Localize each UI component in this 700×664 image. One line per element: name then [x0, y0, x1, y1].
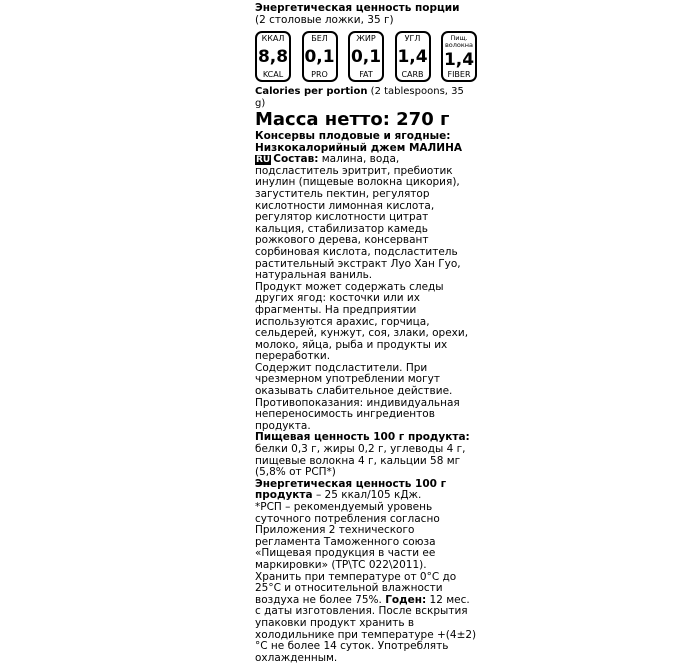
tile-bottom: CARB [401, 70, 424, 79]
energy-100g [255, 479, 477, 502]
tile-value: 0,1 [350, 47, 382, 67]
tile-top: Пищ. волокна [444, 34, 474, 49]
tile-fiber [441, 31, 477, 82]
contraindications: Противопоказания: индивидуальная непереносимость ингредиентов продукта. [255, 396, 460, 432]
calories-english-label: Calories per portion [255, 86, 368, 97]
shelf-life-label: Годен: [385, 593, 427, 606]
net-weight: Масса нетто: 270 г [255, 109, 450, 130]
tile-kcal [255, 31, 291, 82]
energy-subtitle: (2 столовые ложки, 35 г) [255, 14, 394, 26]
energy-title: Энергетическая ценность порции [255, 2, 460, 14]
energy-100g-text: – 25 ккал/105 кДж. [312, 489, 422, 502]
tile-protein [302, 31, 338, 82]
energy-100g-label: Энергетическая ценность 100 г продукта [255, 477, 447, 502]
tile-bottom: FAT [359, 70, 373, 79]
rsp-note: *РСП – рекомендуемый уровень суточного потребления согласно Приложения 2 технического регламента Таможенного союза «Пищевая продукция в части ее маркировки» (ТР\ТС 022\2011). [255, 501, 440, 571]
nutrition-100g-label: Пищевая ценность 100 г продукта: [255, 431, 470, 444]
tile-bottom: FIBER [447, 70, 471, 79]
tile-top: БЕЛ [311, 34, 328, 43]
tile-value: 1,4 [397, 47, 428, 67]
calories-english-portion: (2 tablespoons, 35 g) [255, 86, 464, 109]
product-heading-line1: Консервы плодовые и ягодные: [255, 130, 451, 142]
tile-top: ЖИР [356, 34, 376, 43]
tile-carb [395, 31, 431, 82]
product-label [255, 2, 477, 664]
nutrition-100g [255, 432, 477, 478]
shelf-life-text: 12 мес. с даты изготовления. После вскрытия упаковки продукт хранить в холодильнике при температуре +(4±2)°С не более 14 суток. Употреблять охлажденным. [255, 593, 477, 664]
tile-bottom: KCAL [262, 70, 284, 79]
nutrition-tiles [255, 31, 477, 82]
composition-text: малина, вода, подсластитель эритрит, пребиотик инулин (пищевые волокна цикория), загуститель пектин, регулятор кислотности лимонная кислота, регулятор кислотности цитрат кальция, стабилизатор камедь рожкового дерева, консервант сорбиновая кислота, подсластитель растительный экстракт Луо Хан Гуо, натуральная ваниль. [255, 153, 461, 282]
tile-bottom: PRO [311, 70, 328, 79]
tile-top: УГЛ [404, 34, 421, 43]
tile-top: ККАЛ [261, 34, 285, 43]
tile-value: 8,8 [257, 47, 289, 67]
product-heading-line2: Низкокалорийный джем МАЛИНА [255, 141, 462, 154]
tile-fat [348, 31, 384, 82]
storage-conditions [255, 572, 477, 664]
ru-badge: RU [256, 155, 271, 166]
tile-value: 1,4 [443, 49, 475, 70]
tile-value: 0,1 [304, 47, 335, 67]
sweeteners-warning: Содержит подсластители. При чрезмерном употреблении могут оказывать слабительное действие. [255, 361, 453, 398]
composition-label: Состав: [273, 153, 319, 166]
allergens-text: Продукт может содержать следы других ягод: косточки или их фрагменты. На предприятии используются арахис, горчица, сельдерей, кунжут, соя, злаки, орехи, молоко, яйца, рыба и продукты их переработки. [255, 280, 469, 363]
calories-english [255, 86, 477, 110]
nutrition-100g-text: белки 0,3 г, жиры 0,2 г, углеводы 4 г, пищевые волокна 4 г, кальции 58 мг (5,8% от РСП*) [255, 443, 466, 479]
storage-text: Хранить при температуре от 0°С до 25°С и относительной влажности воздуха не более 75%. [255, 570, 457, 606]
composition [255, 154, 477, 282]
